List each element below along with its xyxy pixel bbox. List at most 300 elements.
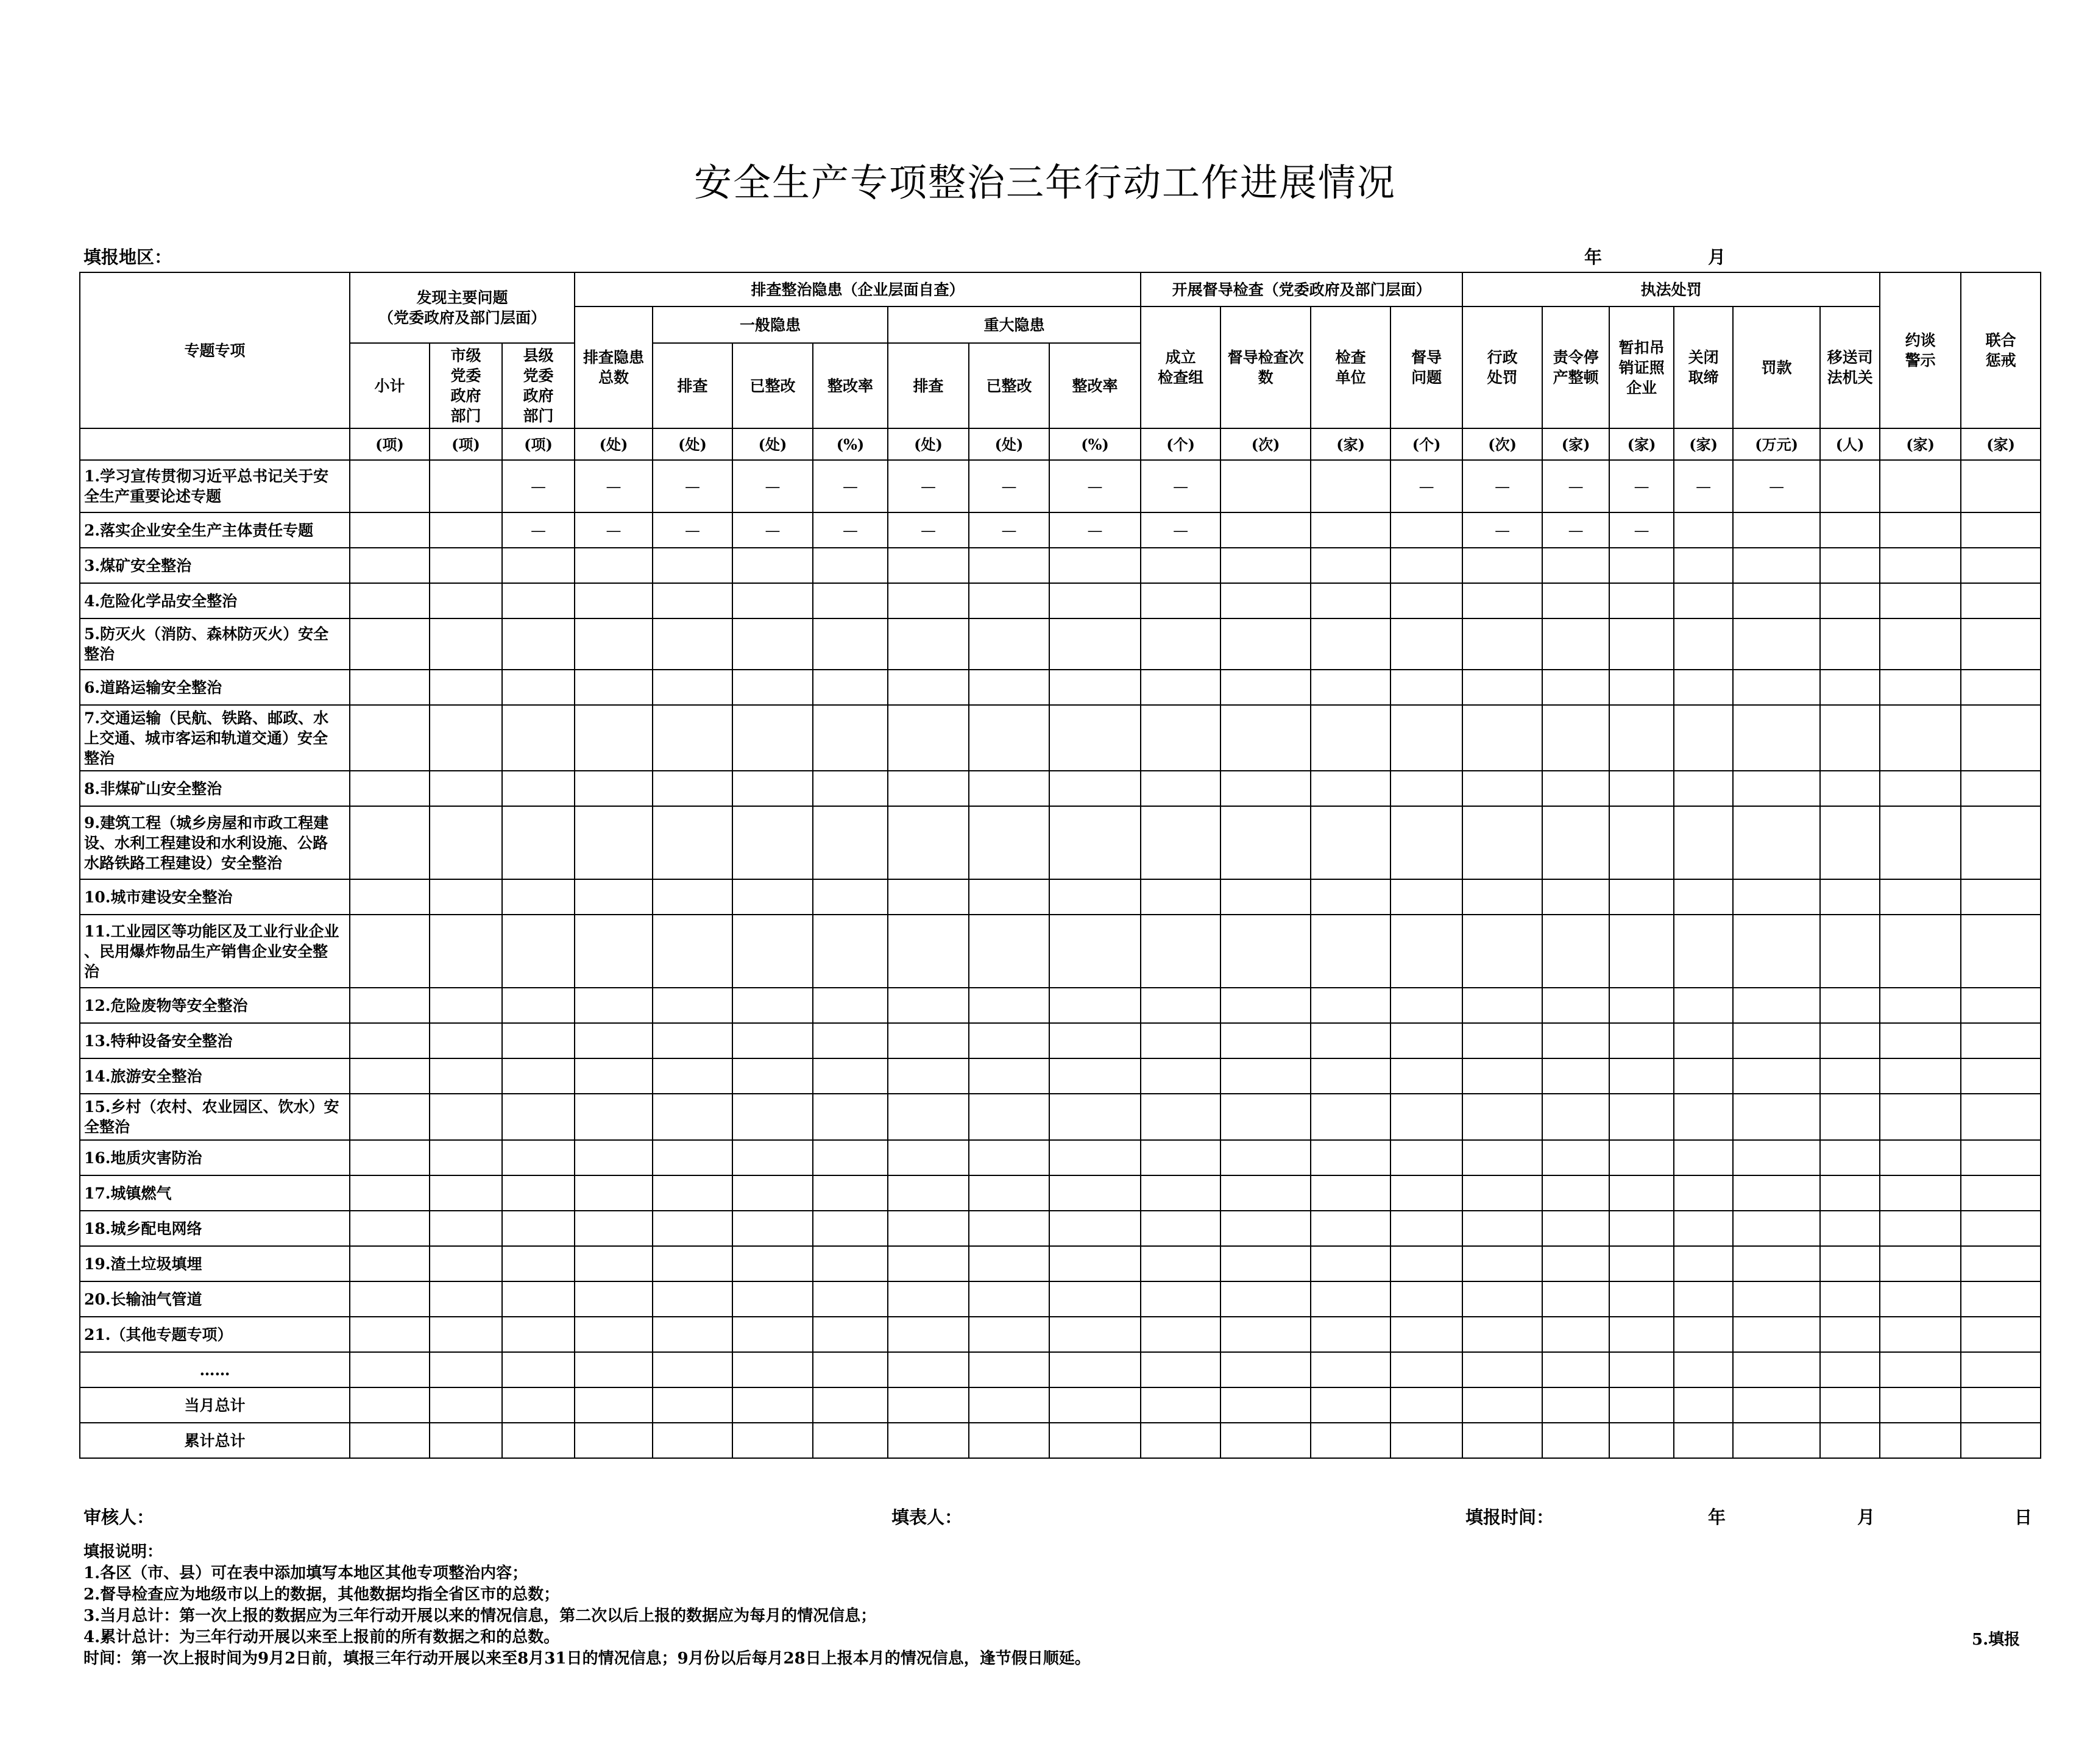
data-cell[interactable] xyxy=(732,1352,813,1387)
data-cell[interactable] xyxy=(1462,1317,1542,1352)
data-cell[interactable] xyxy=(1961,512,2041,548)
data-cell[interactable] xyxy=(1542,1211,1609,1246)
data-cell[interactable] xyxy=(1820,548,1880,583)
data-cell[interactable] xyxy=(1733,618,1820,670)
data-cell[interactable] xyxy=(1220,1058,1311,1094)
data-cell[interactable] xyxy=(653,705,732,771)
data-cell[interactable] xyxy=(350,460,430,512)
data-cell[interactable] xyxy=(1390,1140,1462,1175)
data-cell[interactable] xyxy=(653,771,732,806)
data-cell[interactable] xyxy=(1674,1094,1733,1140)
data-cell[interactable] xyxy=(430,1140,502,1175)
data-cell[interactable] xyxy=(732,1246,813,1281)
data-cell[interactable] xyxy=(1141,1281,1220,1317)
data-cell[interactable] xyxy=(1049,1094,1141,1140)
data-cell[interactable] xyxy=(732,879,813,915)
data-cell[interactable] xyxy=(1390,1175,1462,1211)
data-cell[interactable] xyxy=(1961,879,2041,915)
data-cell[interactable] xyxy=(653,988,732,1023)
data-cell[interactable] xyxy=(1390,1387,1462,1423)
data-cell[interactable] xyxy=(1609,1423,1674,1458)
data-cell[interactable] xyxy=(1049,1058,1141,1094)
data-cell[interactable] xyxy=(653,1317,732,1352)
data-cell[interactable] xyxy=(1390,806,1462,879)
data-cell[interactable] xyxy=(1880,618,1961,670)
data-cell[interactable] xyxy=(1462,771,1542,806)
data-cell[interactable] xyxy=(1733,1023,1820,1058)
data-cell[interactable] xyxy=(888,988,969,1023)
data-cell[interactable] xyxy=(1674,1211,1733,1246)
data-cell[interactable] xyxy=(1733,1094,1820,1140)
data-cell[interactable] xyxy=(1220,806,1311,879)
data-cell[interactable] xyxy=(1961,1175,2041,1211)
data-cell[interactable] xyxy=(502,670,575,705)
data-cell[interactable] xyxy=(1961,618,2041,670)
data-cell[interactable] xyxy=(1049,705,1141,771)
data-cell[interactable] xyxy=(1141,988,1220,1023)
data-cell[interactable] xyxy=(1961,670,2041,705)
data-cell[interactable] xyxy=(1220,988,1311,1023)
data-cell[interactable] xyxy=(888,548,969,583)
data-cell[interactable] xyxy=(1674,670,1733,705)
data-cell[interactable] xyxy=(502,1352,575,1387)
data-cell[interactable] xyxy=(1390,1023,1462,1058)
data-cell[interactable] xyxy=(888,1387,969,1423)
data-cell[interactable] xyxy=(888,618,969,670)
data-cell[interactable] xyxy=(1220,583,1311,618)
data-cell[interactable] xyxy=(813,915,888,988)
data-cell[interactable] xyxy=(969,1094,1049,1140)
data-cell[interactable] xyxy=(502,1140,575,1175)
data-cell[interactable] xyxy=(1462,670,1542,705)
data-cell[interactable] xyxy=(1141,1387,1220,1423)
data-cell[interactable] xyxy=(1674,915,1733,988)
data-cell[interactable] xyxy=(653,1094,732,1140)
data-cell[interactable] xyxy=(1311,705,1390,771)
data-cell[interactable] xyxy=(813,1281,888,1317)
data-cell[interactable] xyxy=(1220,1281,1311,1317)
data-cell[interactable] xyxy=(1733,1352,1820,1387)
data-cell[interactable] xyxy=(1049,1211,1141,1246)
data-cell[interactable] xyxy=(1220,1317,1311,1352)
data-cell[interactable] xyxy=(1733,1140,1820,1175)
data-cell[interactable] xyxy=(1049,988,1141,1023)
data-cell[interactable] xyxy=(575,879,653,915)
data-cell[interactable] xyxy=(1674,1058,1733,1094)
data-cell[interactable] xyxy=(813,806,888,879)
data-cell[interactable] xyxy=(1961,988,2041,1023)
data-cell[interactable] xyxy=(732,806,813,879)
data-cell[interactable] xyxy=(1542,1140,1609,1175)
data-cell[interactable] xyxy=(1311,1352,1390,1387)
data-cell[interactable] xyxy=(653,1175,732,1211)
data-cell[interactable] xyxy=(1880,1140,1961,1175)
data-cell[interactable] xyxy=(1311,915,1390,988)
data-cell[interactable] xyxy=(1674,1387,1733,1423)
data-cell[interactable] xyxy=(1674,1317,1733,1352)
data-cell[interactable] xyxy=(813,583,888,618)
data-cell[interactable] xyxy=(1820,1140,1880,1175)
data-cell[interactable] xyxy=(1609,705,1674,771)
data-cell[interactable] xyxy=(430,1094,502,1140)
data-cell[interactable] xyxy=(1141,1058,1220,1094)
data-cell[interactable] xyxy=(813,1423,888,1458)
data-cell[interactable] xyxy=(502,1175,575,1211)
data-cell[interactable] xyxy=(502,618,575,670)
data-cell[interactable] xyxy=(1390,771,1462,806)
data-cell[interactable] xyxy=(1609,915,1674,988)
data-cell[interactable] xyxy=(888,1317,969,1352)
data-cell[interactable] xyxy=(1609,1352,1674,1387)
data-cell[interactable] xyxy=(1462,1058,1542,1094)
data-cell[interactable] xyxy=(1820,771,1880,806)
data-cell[interactable] xyxy=(969,583,1049,618)
data-cell[interactable] xyxy=(430,1281,502,1317)
data-cell[interactable] xyxy=(1609,583,1674,618)
data-cell[interactable] xyxy=(1462,1387,1542,1423)
data-cell[interactable] xyxy=(1820,806,1880,879)
data-cell[interactable] xyxy=(1961,1352,2041,1387)
data-cell[interactable] xyxy=(1141,583,1220,618)
data-cell[interactable] xyxy=(1961,915,2041,988)
data-cell[interactable] xyxy=(1542,1423,1609,1458)
data-cell[interactable] xyxy=(1462,1211,1542,1246)
data-cell[interactable] xyxy=(732,618,813,670)
data-cell[interactable] xyxy=(350,1175,430,1211)
data-cell[interactable] xyxy=(813,988,888,1023)
data-cell[interactable] xyxy=(1733,512,1820,548)
data-cell[interactable] xyxy=(1880,1281,1961,1317)
data-cell[interactable] xyxy=(1542,583,1609,618)
data-cell[interactable] xyxy=(813,670,888,705)
data-cell[interactable] xyxy=(1880,771,1961,806)
data-cell[interactable] xyxy=(813,1140,888,1175)
data-cell[interactable] xyxy=(1880,879,1961,915)
data-cell[interactable] xyxy=(1311,1023,1390,1058)
data-cell[interactable] xyxy=(653,1423,732,1458)
data-cell[interactable] xyxy=(575,583,653,618)
data-cell[interactable] xyxy=(1462,1281,1542,1317)
data-cell[interactable] xyxy=(430,1175,502,1211)
data-cell[interactable] xyxy=(1462,1352,1542,1387)
data-cell[interactable] xyxy=(350,670,430,705)
data-cell[interactable] xyxy=(813,1352,888,1387)
data-cell[interactable] xyxy=(575,670,653,705)
data-cell[interactable] xyxy=(1733,1058,1820,1094)
data-cell[interactable] xyxy=(1733,705,1820,771)
data-cell[interactable] xyxy=(1220,879,1311,915)
data-cell[interactable] xyxy=(575,988,653,1023)
data-cell[interactable] xyxy=(1542,548,1609,583)
data-cell[interactable] xyxy=(430,512,502,548)
data-cell[interactable] xyxy=(350,1140,430,1175)
data-cell[interactable] xyxy=(575,915,653,988)
data-cell[interactable] xyxy=(888,1423,969,1458)
data-cell[interactable] xyxy=(888,806,969,879)
data-cell[interactable] xyxy=(1820,1023,1880,1058)
data-cell[interactable] xyxy=(502,915,575,988)
data-cell[interactable] xyxy=(1961,705,2041,771)
data-cell[interactable] xyxy=(575,771,653,806)
data-cell[interactable] xyxy=(732,705,813,771)
data-cell[interactable] xyxy=(888,1175,969,1211)
data-cell[interactable] xyxy=(575,1023,653,1058)
data-cell[interactable] xyxy=(1311,879,1390,915)
data-cell[interactable] xyxy=(1609,806,1674,879)
data-cell[interactable] xyxy=(732,1023,813,1058)
data-cell[interactable] xyxy=(1220,1246,1311,1281)
data-cell[interactable] xyxy=(1390,583,1462,618)
data-cell[interactable] xyxy=(1141,618,1220,670)
data-cell[interactable] xyxy=(813,1246,888,1281)
data-cell[interactable] xyxy=(1733,771,1820,806)
data-cell[interactable] xyxy=(430,988,502,1023)
data-cell[interactable] xyxy=(888,670,969,705)
data-cell[interactable] xyxy=(1609,618,1674,670)
data-cell[interactable] xyxy=(430,915,502,988)
data-cell[interactable] xyxy=(430,1423,502,1458)
data-cell[interactable] xyxy=(350,988,430,1023)
data-cell[interactable] xyxy=(1820,1423,1880,1458)
data-cell[interactable] xyxy=(888,583,969,618)
data-cell[interactable] xyxy=(502,1058,575,1094)
data-cell[interactable] xyxy=(1462,1023,1542,1058)
data-cell[interactable] xyxy=(732,915,813,988)
data-cell[interactable] xyxy=(1049,583,1141,618)
data-cell[interactable] xyxy=(1390,512,1462,548)
data-cell[interactable] xyxy=(1049,771,1141,806)
data-cell[interactable] xyxy=(430,1023,502,1058)
data-cell[interactable] xyxy=(1674,1246,1733,1281)
data-cell[interactable] xyxy=(1961,1211,2041,1246)
data-cell[interactable] xyxy=(1880,512,1961,548)
data-cell[interactable] xyxy=(1880,1423,1961,1458)
data-cell[interactable] xyxy=(1390,915,1462,988)
data-cell[interactable] xyxy=(1880,806,1961,879)
data-cell[interactable] xyxy=(813,1317,888,1352)
data-cell[interactable] xyxy=(1674,548,1733,583)
data-cell[interactable] xyxy=(969,1423,1049,1458)
data-cell[interactable] xyxy=(430,583,502,618)
data-cell[interactable] xyxy=(502,1023,575,1058)
data-cell[interactable] xyxy=(888,1094,969,1140)
data-cell[interactable] xyxy=(1542,1175,1609,1211)
data-cell[interactable] xyxy=(1141,1140,1220,1175)
data-cell[interactable] xyxy=(1820,1211,1880,1246)
data-cell[interactable] xyxy=(1049,618,1141,670)
data-cell[interactable] xyxy=(1542,879,1609,915)
data-cell[interactable] xyxy=(1609,771,1674,806)
data-cell[interactable] xyxy=(1961,583,2041,618)
data-cell[interactable] xyxy=(813,1211,888,1246)
data-cell[interactable] xyxy=(502,548,575,583)
data-cell[interactable] xyxy=(1733,988,1820,1023)
data-cell[interactable] xyxy=(888,1058,969,1094)
data-cell[interactable] xyxy=(1390,1352,1462,1387)
data-cell[interactable] xyxy=(1820,670,1880,705)
data-cell[interactable] xyxy=(653,548,732,583)
data-cell[interactable] xyxy=(575,1317,653,1352)
data-cell[interactable] xyxy=(430,460,502,512)
data-cell[interactable] xyxy=(1733,1387,1820,1423)
data-cell[interactable] xyxy=(1049,548,1141,583)
data-cell[interactable] xyxy=(430,1211,502,1246)
data-cell[interactable] xyxy=(1311,1281,1390,1317)
data-cell[interactable] xyxy=(1141,1094,1220,1140)
data-cell[interactable] xyxy=(1880,1175,1961,1211)
data-cell[interactable] xyxy=(888,1246,969,1281)
data-cell[interactable] xyxy=(1390,618,1462,670)
data-cell[interactable] xyxy=(1049,879,1141,915)
data-cell[interactable] xyxy=(575,1281,653,1317)
data-cell[interactable] xyxy=(1462,618,1542,670)
data-cell[interactable] xyxy=(1311,460,1390,512)
data-cell[interactable] xyxy=(1542,1094,1609,1140)
data-cell[interactable] xyxy=(1820,1175,1880,1211)
data-cell[interactable] xyxy=(653,583,732,618)
data-cell[interactable] xyxy=(1820,988,1880,1023)
data-cell[interactable] xyxy=(1141,1352,1220,1387)
data-cell[interactable] xyxy=(1220,618,1311,670)
data-cell[interactable] xyxy=(969,1175,1049,1211)
data-cell[interactable] xyxy=(1542,806,1609,879)
data-cell[interactable] xyxy=(1141,879,1220,915)
data-cell[interactable] xyxy=(1542,1246,1609,1281)
data-cell[interactable] xyxy=(1674,618,1733,670)
data-cell[interactable] xyxy=(969,1140,1049,1175)
data-cell[interactable] xyxy=(813,1387,888,1423)
data-cell[interactable] xyxy=(1674,1281,1733,1317)
data-cell[interactable] xyxy=(430,705,502,771)
data-cell[interactable] xyxy=(1390,1246,1462,1281)
data-cell[interactable] xyxy=(1674,806,1733,879)
data-cell[interactable] xyxy=(653,1387,732,1423)
data-cell[interactable] xyxy=(1733,1317,1820,1352)
data-cell[interactable] xyxy=(502,1211,575,1246)
data-cell[interactable] xyxy=(575,705,653,771)
data-cell[interactable] xyxy=(732,1281,813,1317)
data-cell[interactable] xyxy=(732,1175,813,1211)
data-cell[interactable] xyxy=(1609,1140,1674,1175)
data-cell[interactable] xyxy=(1674,1423,1733,1458)
data-cell[interactable] xyxy=(575,806,653,879)
data-cell[interactable] xyxy=(813,879,888,915)
data-cell[interactable] xyxy=(430,1246,502,1281)
data-cell[interactable] xyxy=(653,1281,732,1317)
data-cell[interactable] xyxy=(1733,1211,1820,1246)
data-cell[interactable] xyxy=(575,1423,653,1458)
data-cell[interactable] xyxy=(1049,806,1141,879)
data-cell[interactable] xyxy=(1311,1317,1390,1352)
data-cell[interactable] xyxy=(1880,1246,1961,1281)
data-cell[interactable] xyxy=(653,806,732,879)
data-cell[interactable] xyxy=(502,705,575,771)
data-cell[interactable] xyxy=(1220,512,1311,548)
data-cell[interactable] xyxy=(430,879,502,915)
data-cell[interactable] xyxy=(1733,915,1820,988)
data-cell[interactable] xyxy=(1733,583,1820,618)
data-cell[interactable] xyxy=(1674,771,1733,806)
data-cell[interactable] xyxy=(653,915,732,988)
data-cell[interactable] xyxy=(1674,705,1733,771)
data-cell[interactable] xyxy=(1141,548,1220,583)
data-cell[interactable] xyxy=(1462,548,1542,583)
data-cell[interactable] xyxy=(888,1211,969,1246)
data-cell[interactable] xyxy=(1462,1094,1542,1140)
data-cell[interactable] xyxy=(1820,1387,1880,1423)
data-cell[interactable] xyxy=(969,670,1049,705)
data-cell[interactable] xyxy=(502,1246,575,1281)
data-cell[interactable] xyxy=(1220,548,1311,583)
data-cell[interactable] xyxy=(1311,618,1390,670)
data-cell[interactable] xyxy=(1733,548,1820,583)
data-cell[interactable] xyxy=(1542,1352,1609,1387)
data-cell[interactable] xyxy=(1462,1246,1542,1281)
data-cell[interactable] xyxy=(1049,1023,1141,1058)
data-cell[interactable] xyxy=(1311,806,1390,879)
data-cell[interactable] xyxy=(1820,915,1880,988)
data-cell[interactable] xyxy=(575,618,653,670)
data-cell[interactable] xyxy=(1880,1094,1961,1140)
data-cell[interactable] xyxy=(653,879,732,915)
data-cell[interactable] xyxy=(1961,1094,2041,1140)
data-cell[interactable] xyxy=(888,1140,969,1175)
data-cell[interactable] xyxy=(732,1058,813,1094)
data-cell[interactable] xyxy=(1609,988,1674,1023)
data-cell[interactable] xyxy=(969,1281,1049,1317)
data-cell[interactable] xyxy=(350,705,430,771)
data-cell[interactable] xyxy=(1220,1352,1311,1387)
data-cell[interactable] xyxy=(430,670,502,705)
data-cell[interactable] xyxy=(575,1094,653,1140)
data-cell[interactable] xyxy=(1880,1317,1961,1352)
data-cell[interactable] xyxy=(1880,705,1961,771)
data-cell[interactable] xyxy=(1609,548,1674,583)
data-cell[interactable] xyxy=(1733,1281,1820,1317)
data-cell[interactable] xyxy=(1961,1246,2041,1281)
data-cell[interactable] xyxy=(1609,1387,1674,1423)
data-cell[interactable] xyxy=(1961,1023,2041,1058)
data-cell[interactable] xyxy=(1311,1246,1390,1281)
data-cell[interactable] xyxy=(1462,988,1542,1023)
data-cell[interactable] xyxy=(1880,548,1961,583)
data-cell[interactable] xyxy=(653,1211,732,1246)
data-cell[interactable] xyxy=(1049,915,1141,988)
data-cell[interactable] xyxy=(1880,1058,1961,1094)
data-cell[interactable] xyxy=(1961,771,2041,806)
data-cell[interactable] xyxy=(969,915,1049,988)
data-cell[interactable] xyxy=(1674,1352,1733,1387)
data-cell[interactable] xyxy=(1141,1211,1220,1246)
data-cell[interactable] xyxy=(1141,1023,1220,1058)
data-cell[interactable] xyxy=(1141,670,1220,705)
data-cell[interactable] xyxy=(1542,1281,1609,1317)
data-cell[interactable] xyxy=(969,705,1049,771)
data-cell[interactable] xyxy=(1961,548,2041,583)
data-cell[interactable] xyxy=(1311,583,1390,618)
data-cell[interactable] xyxy=(1542,670,1609,705)
data-cell[interactable] xyxy=(732,1140,813,1175)
data-cell[interactable] xyxy=(1390,1317,1462,1352)
data-cell[interactable] xyxy=(1961,1317,2041,1352)
data-cell[interactable] xyxy=(1462,1175,1542,1211)
data-cell[interactable] xyxy=(653,618,732,670)
data-cell[interactable] xyxy=(732,1423,813,1458)
data-cell[interactable] xyxy=(1961,1423,2041,1458)
data-cell[interactable] xyxy=(813,705,888,771)
data-cell[interactable] xyxy=(969,988,1049,1023)
data-cell[interactable] xyxy=(1880,1023,1961,1058)
